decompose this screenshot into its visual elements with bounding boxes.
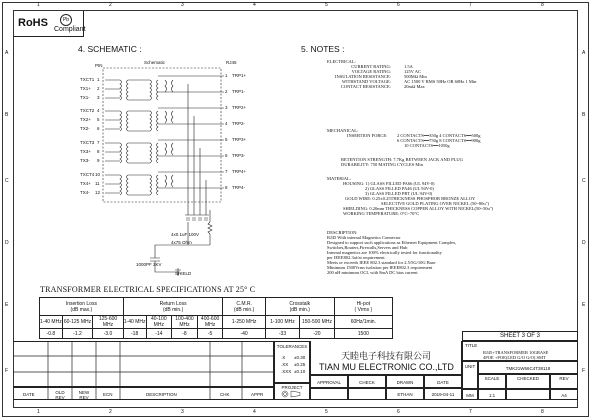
approval-value-cell xyxy=(310,388,348,400)
company-name-en: TIAN MU ELECTRONIC CO.,LTD xyxy=(319,362,454,372)
projection-icon xyxy=(280,390,304,398)
drawn-cell xyxy=(386,375,424,388)
right-pin-name: TRP1+ xyxy=(232,73,247,78)
shield-label: SHIELD xyxy=(175,271,192,276)
zone-number: 1 xyxy=(37,2,40,8)
scale-value: 1:1 xyxy=(488,393,496,398)
electrical-key: CONTACT RESISTANCE: xyxy=(340,84,391,89)
schematic-pin-header: PIN xyxy=(95,63,103,68)
date-cell xyxy=(424,375,462,388)
left-pin-name: TX3- xyxy=(80,158,90,163)
rohs-compliant: Compliant xyxy=(54,26,86,33)
zone-number: 5 xyxy=(325,409,328,415)
rev-header-new: NEW REV xyxy=(78,390,90,400)
zone-letter: F xyxy=(5,368,9,374)
check-value-cell xyxy=(348,388,386,400)
electrical-value: AC 1500 V RMS 50Hz OR 60Hz 1 Min xyxy=(404,79,477,84)
spec-freq: 1-40 MHz xyxy=(40,316,63,329)
spec-title: TRANSFORMER ELECTRICAL SPECIFICATIONS AT 25° C xyxy=(40,285,256,294)
notes-heading: 5. NOTES : xyxy=(301,44,345,54)
rev-cell xyxy=(550,374,578,389)
insertion-row: 10 CONTACTS━━1050g xyxy=(404,143,450,148)
insertion-row: 6 CONTACTS━━750g 8 CONTACTS━━900g xyxy=(397,138,481,143)
right-pin-name: TRP2- xyxy=(232,121,246,126)
spec-group-name: Hi-pot xyxy=(356,300,370,307)
tolerance-value: ±0.10 xyxy=(294,369,306,374)
checked-value-cell xyxy=(506,389,550,400)
zone-number: 1 xyxy=(37,409,40,415)
rev-header-description: DESCRIPTION xyxy=(146,392,177,397)
drawn-value: ETHAN xyxy=(397,392,413,397)
zone-number: 3 xyxy=(181,409,184,415)
left-pin-name: TXCT2 xyxy=(80,108,95,113)
electrical-keys xyxy=(333,64,391,89)
projection-cell xyxy=(274,383,310,400)
description-title: DESCRIPTION: xyxy=(327,230,358,235)
capacitor-symbols xyxy=(186,218,208,220)
rev-header-ecn: ECN xyxy=(103,392,113,397)
zone-number: 8 xyxy=(541,409,544,415)
spec-value: -0.8 xyxy=(40,329,63,339)
zone-letter: D xyxy=(5,240,9,246)
cap-label: 4x0.1uF 100V xyxy=(171,232,200,237)
spec-value: -18 xyxy=(123,329,146,339)
zone-number: 8 xyxy=(541,2,544,8)
left-pin-number: 12 xyxy=(95,190,101,195)
left-pin-name: TX4- xyxy=(80,190,90,195)
hv-capacitor-symbol xyxy=(150,258,160,261)
electrical-title: ELECTRICAL: xyxy=(327,59,356,64)
zone-number: 5 xyxy=(325,2,328,8)
spec-value: -8 xyxy=(172,329,198,339)
tolerance-value: ±0.30 xyxy=(294,355,306,360)
description-row: Minimum 1500Vrms isolation per IEEE802.3 requirement xyxy=(327,265,433,270)
electrical-key: VOLTAGE RATING: xyxy=(351,69,391,74)
material-rows xyxy=(343,181,493,216)
zone-letter: C xyxy=(5,178,9,184)
electrical-key: WITHSTAND VOLTAGE: xyxy=(341,79,391,84)
right-pin-name: TRP4- xyxy=(232,185,246,190)
check-cell xyxy=(348,375,386,388)
title-cell xyxy=(462,341,578,361)
zone-letter: D xyxy=(582,240,586,246)
spec-group-insertion xyxy=(40,298,124,316)
zone-letter: F xyxy=(582,368,586,374)
left-pin-number: 10 xyxy=(95,172,101,177)
rev-header-appr: APPR xyxy=(251,392,264,397)
material-row: 2) GLASS FILLED PA46 (UL 94V-0) xyxy=(365,186,434,191)
right-pin-number: 2 xyxy=(225,89,228,94)
scale-value-cell xyxy=(478,389,506,400)
right-pin-number: 4 xyxy=(225,121,228,126)
sheet-cell xyxy=(462,331,578,341)
spec-freq: 60-125 MHz xyxy=(62,316,93,329)
notes-description xyxy=(327,230,456,275)
unit-value: MM xyxy=(466,393,474,398)
zone-letter: B xyxy=(582,112,586,118)
sheet-number: SHEET 3 OF 3 xyxy=(500,333,540,339)
description-row: Internal magnetics are 100% electrically tested for functionality xyxy=(327,250,442,255)
electrical-value: 125V AC xyxy=(404,69,422,74)
left-pin-name: TX2- xyxy=(80,126,90,131)
schematic-title-label: Schematic xyxy=(144,60,166,65)
electrical-value: 1.5A xyxy=(404,64,413,69)
description-row: Designed to support such applications as Ethernet Equipment Complex, xyxy=(327,240,457,245)
spec-table xyxy=(39,297,393,339)
description-row: Meets or exceeds IEEE 802.3 standard for 2.5/5G/10G Base xyxy=(327,260,436,265)
right-pin-number: 3 xyxy=(225,105,228,110)
left-pin-name: TXCT1 xyxy=(80,77,95,82)
spec-group-unit: (dB min.) xyxy=(233,306,255,313)
zone-number: 7 xyxy=(469,409,472,415)
date-value: 2019-04-11 xyxy=(431,392,455,397)
spec-freq: 400-600 MHz xyxy=(197,316,223,329)
spec-group-unit: (dB min.) xyxy=(289,306,310,313)
right-pin-number: 5 xyxy=(225,137,228,142)
rev-value-cell xyxy=(550,389,578,400)
zone-number: 6 xyxy=(397,409,400,415)
insertion-force-values xyxy=(397,133,481,148)
checked-cell xyxy=(506,374,550,389)
spec-value: -3.0 xyxy=(93,329,124,339)
title-line-1: RJ45+TRANSFORMER 10GBASE xyxy=(483,350,549,355)
insertion-force-label: INSERTION FORCE: xyxy=(347,133,388,138)
rev-value: A4 xyxy=(561,393,567,398)
tolerances-label: TOLERANCES xyxy=(276,344,308,349)
left-pin-number: 8 xyxy=(97,149,100,154)
left-pin-number: 3 xyxy=(97,95,100,100)
date-label: DATE xyxy=(437,380,449,385)
spec-value: -20 xyxy=(300,329,334,339)
zone-number: 2 xyxy=(109,409,112,415)
spec-freq: 1-250 MHz xyxy=(223,316,265,329)
material-row: HOUSING: 1) GLASS FILLED PA66 (UL 94V-0) xyxy=(343,181,435,186)
spec-group-unit: (dB min.) xyxy=(162,306,184,313)
part-number: TMK21W66C4T38118 xyxy=(505,366,551,371)
description-row: per IEEE802.3af/at requirement xyxy=(327,255,385,260)
electrical-value: 500MΩ Min xyxy=(404,74,427,79)
spec-group-name: C.M.R. xyxy=(236,300,252,307)
left-pin-name: TX2+ xyxy=(80,117,91,122)
spec-group-name: Return Loss xyxy=(159,300,187,307)
spec-freq: 40-100 MHz xyxy=(146,316,172,329)
insertion-row: 2 CONTACTS━━350g 4 CONTACTS━━500g xyxy=(397,133,481,138)
left-pin-number: 7 xyxy=(97,140,100,145)
description-row: Switches,Routers,Firewalls,Servers and Hub xyxy=(327,245,408,250)
pb-free-badge: Pb xyxy=(62,17,70,23)
revision-area xyxy=(13,341,274,387)
spec-group-unit: ( Vrms ) xyxy=(354,306,373,313)
drawn-label: DRAWN xyxy=(396,380,414,385)
tolerance-value: ±0.25 xyxy=(294,362,306,367)
spec-group-cmr xyxy=(223,298,265,316)
zone-number: 3 xyxy=(181,2,184,8)
durability: DURABILITY: 750 MATING CYCLES Min xyxy=(341,162,423,167)
zone-number: 7 xyxy=(469,2,472,8)
left-pin-number: 2 xyxy=(97,86,100,91)
spec-freq: 100-400 MHz xyxy=(172,316,198,329)
scale-label: SCALE xyxy=(484,376,500,381)
left-pin-number: 6 xyxy=(97,126,100,131)
schematic-heading: 4. SCHEMATIC : xyxy=(78,44,142,54)
schematic-rj45-header: RJ45 xyxy=(226,60,237,65)
zone-letter: A xyxy=(5,50,9,56)
spec-value: -40 xyxy=(223,329,265,339)
title-line-2: 4POE +POE(LED G/O G/O) SMT xyxy=(483,355,546,360)
spec-freq: 1-40 MHz xyxy=(123,316,146,329)
electrical-key: CURRENT RATING: xyxy=(351,64,391,69)
left-pin-name: TXCT3 xyxy=(80,140,95,145)
spec-value: -14 xyxy=(146,329,172,339)
checked-label: CHECKED xyxy=(516,376,539,381)
left-pin-name: TXCT4 xyxy=(80,172,95,177)
zone-number: 4 xyxy=(253,409,256,415)
material-row: 3) GLASS FILLED PBT (UL 94V-0) xyxy=(365,191,433,196)
spec-freq: 60Hz/1min. xyxy=(334,316,392,329)
rev-header-chk: CHK xyxy=(220,392,230,397)
unit-value-cell xyxy=(462,389,478,400)
electrical-key: INSULATION RESISTANCE: xyxy=(334,74,391,79)
zone-number: 6 xyxy=(397,2,400,8)
right-pin-name: TRP3- xyxy=(232,153,246,158)
electrical-values xyxy=(404,64,476,89)
retention-durability xyxy=(341,157,463,167)
zone-number: 4 xyxy=(253,2,256,8)
right-pin-number: 6 xyxy=(225,153,228,158)
scale-cell xyxy=(478,374,506,389)
rev-header-date: DATE xyxy=(23,392,35,397)
left-pin-number: 11 xyxy=(95,181,100,186)
right-pin-number: 7 xyxy=(225,169,228,174)
rohs-label: RoHS xyxy=(18,17,48,29)
spec-group-hipot xyxy=(334,298,392,316)
spec-freq: 125-600 MHz xyxy=(93,316,124,329)
spec-group-name: Insertion Loss xyxy=(65,300,97,307)
company-name-cn: 天睦电子科技有限公司 xyxy=(341,352,432,362)
res-label: 4x75 Ohm xyxy=(171,240,192,245)
zone-letter: B xyxy=(5,112,9,118)
left-pin-name: TX4+ xyxy=(80,181,91,186)
left-pin-number: 5 xyxy=(97,117,100,122)
zone-letter: E xyxy=(5,302,9,308)
description-row: 200 uH minimum OCL with 8mA DC bias current xyxy=(327,270,418,275)
right-pin-name: TRP4+ xyxy=(232,169,247,174)
company-cell xyxy=(310,341,462,375)
drawn-value-cell xyxy=(386,388,424,400)
unit-label: UNIT xyxy=(464,364,476,369)
right-pin-name: TRP3+ xyxy=(232,137,247,142)
mechanical-title: MECHANICAL: xyxy=(327,128,359,133)
spec-value: -33 xyxy=(265,329,299,339)
zone-letter: E xyxy=(582,302,586,308)
spec-group-unit: (dB max.) xyxy=(70,306,93,313)
zone-number: 2 xyxy=(109,2,112,8)
material-title: MATERIAL: xyxy=(327,176,351,181)
spec-group-crosstalk xyxy=(265,298,334,316)
rev-header-old: OLD REV xyxy=(55,390,65,400)
date-value-cell xyxy=(424,388,462,400)
spec-group-return xyxy=(123,298,223,316)
spec-freq: 150-500 MHz xyxy=(300,316,334,329)
material-row: SHIELDING: 0.20mm THICKNESS COPPER ALLOY WITH NICKEL(50~50u") xyxy=(343,206,494,211)
tolerance-key: .X xyxy=(281,355,286,360)
zone-letter: C xyxy=(582,178,586,184)
spec-freq: 1-100 MHz xyxy=(265,316,299,329)
transformer-channel-2 xyxy=(105,108,224,131)
projection-label: PROJECT xyxy=(281,385,303,390)
title-label: TITLE xyxy=(465,343,478,348)
spec-group-name: Crosstalk xyxy=(289,300,311,307)
right-pin-number: 8 xyxy=(225,185,228,190)
approval-label: APPROVAL xyxy=(317,380,341,385)
right-pin-number: 1 xyxy=(225,73,228,78)
spec-value: -1.2 xyxy=(62,329,93,339)
transformer-channel-3 xyxy=(105,140,224,163)
left-pin-number: 4 xyxy=(97,108,100,113)
left-pin-number: 1 xyxy=(97,77,100,82)
material-row: SELECTIVE GOLD PLATING OVER NICKEL (50~80u") xyxy=(381,201,489,206)
right-pin-name: TRP1- xyxy=(232,89,246,94)
tolerance-key: .XXX xyxy=(281,369,292,374)
transformer-channel-1 xyxy=(105,76,224,100)
tolerance-key: .XX xyxy=(281,362,289,367)
material-row: WORKING TEMPERATURE: 0°C~70°C xyxy=(343,211,420,216)
zone-letter: A xyxy=(582,50,586,56)
electrical-value: 20mΩ Max xyxy=(404,84,425,89)
tolerances-cell xyxy=(274,341,310,383)
material-row: GOLD WIRE: 0.25±0.25THICKNESS PHOSPHOR BRONZE ALLOY xyxy=(345,196,476,201)
left-pin-name: TX3+ xyxy=(80,149,91,154)
center-tap-lines xyxy=(188,84,206,215)
unit-cell xyxy=(462,361,478,389)
description-row: RJ45 With internal Magnetics Connector xyxy=(327,235,401,240)
schematic-block-outline xyxy=(103,68,221,202)
hv-cap-label: 1000PF 2KV xyxy=(136,262,162,267)
rev-label: REV xyxy=(559,376,569,381)
left-pin-name: TX1+ xyxy=(80,86,91,91)
spec-value: 1500 xyxy=(334,329,392,339)
part-number-cell xyxy=(478,361,578,374)
retention-strength: RETENTION STRENGTH: 7.7Kg BETWEEN JACK AND PLUG xyxy=(341,157,463,162)
left-pin-number: 9 xyxy=(97,158,100,163)
spec-value: -5 xyxy=(197,329,223,339)
right-pin-name: TRP2+ xyxy=(232,105,247,110)
left-pin-name: TX1- xyxy=(80,95,90,100)
approval-cell xyxy=(310,375,348,388)
check-label: CHECK xyxy=(359,380,375,385)
